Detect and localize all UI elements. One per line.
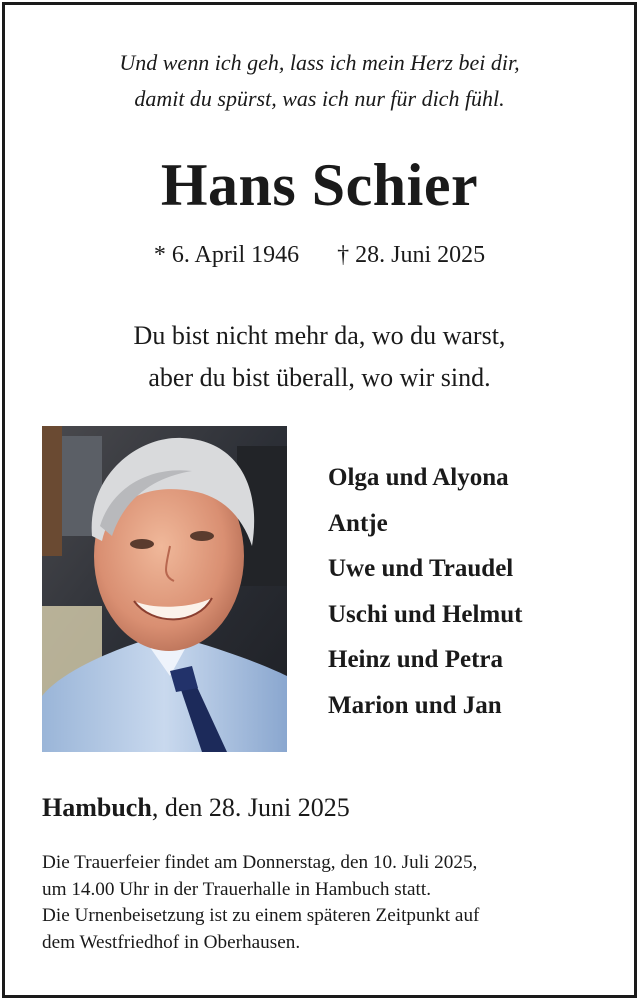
birth-date: * 6. April 1946 [153,242,300,268]
notice-line: dem Westfriedhof in Oberhausen. [42,931,301,953]
life-dates [5,237,634,273]
mourner-entry: Olga und Alyona [328,464,509,491]
deceased-name: Hans Schier [160,152,479,218]
middle-verse-line: aber du bist überall, wo wir sind. [148,363,491,392]
portrait-photo [42,426,287,752]
notice-line: um 14.00 Uhr in der Trauerhalle in Hambuch statt. [42,878,432,900]
notice-line: Die Urnenbeisetzung ist zu einem späteren Zeitpunkt auf [42,905,480,926]
mourner-entry: Marion und Jan [328,691,502,719]
middle-verse-line: Du bist nicht mehr da, wo du warst, [133,321,506,350]
place-date: , den 28. Juni 2025 [151,793,350,822]
obituary-card [2,2,637,998]
place-and-date [42,788,350,828]
mourner-entry: Uschi und Helmut [328,600,523,628]
top-verse-line: Und wenn ich geh, lass ich mein Herz bei dir, [119,50,520,75]
notice-line: Die Trauerfeier findet am Donnerstag, den 10. Juli 2025, [42,852,478,873]
mourner-entry: Antje [328,509,388,537]
top-verse [5,45,634,117]
death-date: † 28. Juni 2025 [337,242,486,268]
mourner-entry: Heinz und Petra [328,646,503,674]
mourners-list [328,455,522,729]
top-verse-line: damit du spürst, was ich nur für dich fühl. [134,86,505,111]
funeral-notice [42,850,632,956]
middle-verse [5,315,634,399]
place-town: Hambuch [42,793,152,822]
mourner-entry: Uwe und Traudel [328,555,514,583]
